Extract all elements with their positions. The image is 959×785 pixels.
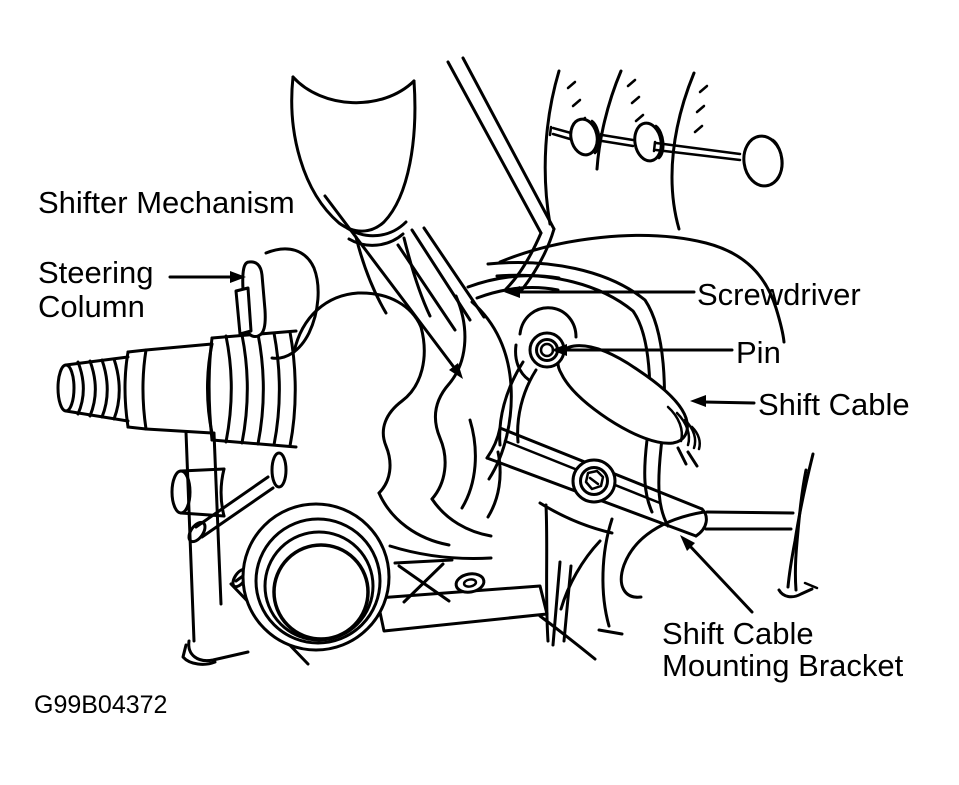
label-steering-column-line2: Column: [38, 289, 145, 324]
label-steering-column: [38, 256, 153, 324]
shifter-mechanism-arrow: [325, 196, 463, 379]
shift-cable-arrow: [690, 395, 754, 407]
shift-cable-drawing: [558, 346, 700, 466]
label-mounting-bracket-line1: Shift Cable: [662, 616, 814, 651]
push-pins: [550, 117, 785, 189]
steering-column-drawing: [58, 331, 296, 447]
figure-code: G99B04372: [34, 691, 168, 719]
label-mounting-bracket: [662, 618, 903, 682]
shifter-knob: [292, 77, 484, 330]
label-pin: Pin: [736, 335, 781, 370]
label-steering-column-line1: Steering: [38, 255, 154, 290]
label-screwdriver: Screwdriver: [697, 277, 861, 312]
mounting-bracket-arrow: [680, 535, 752, 612]
label-mounting-bracket-line2: Mounting Bracket: [662, 648, 904, 683]
steering-column-arrow: [170, 271, 246, 283]
label-shifter-mechanism: Shifter Mechanism: [38, 185, 295, 220]
label-shift-cable: Shift Cable: [758, 387, 910, 422]
boot-circles: [243, 504, 389, 650]
